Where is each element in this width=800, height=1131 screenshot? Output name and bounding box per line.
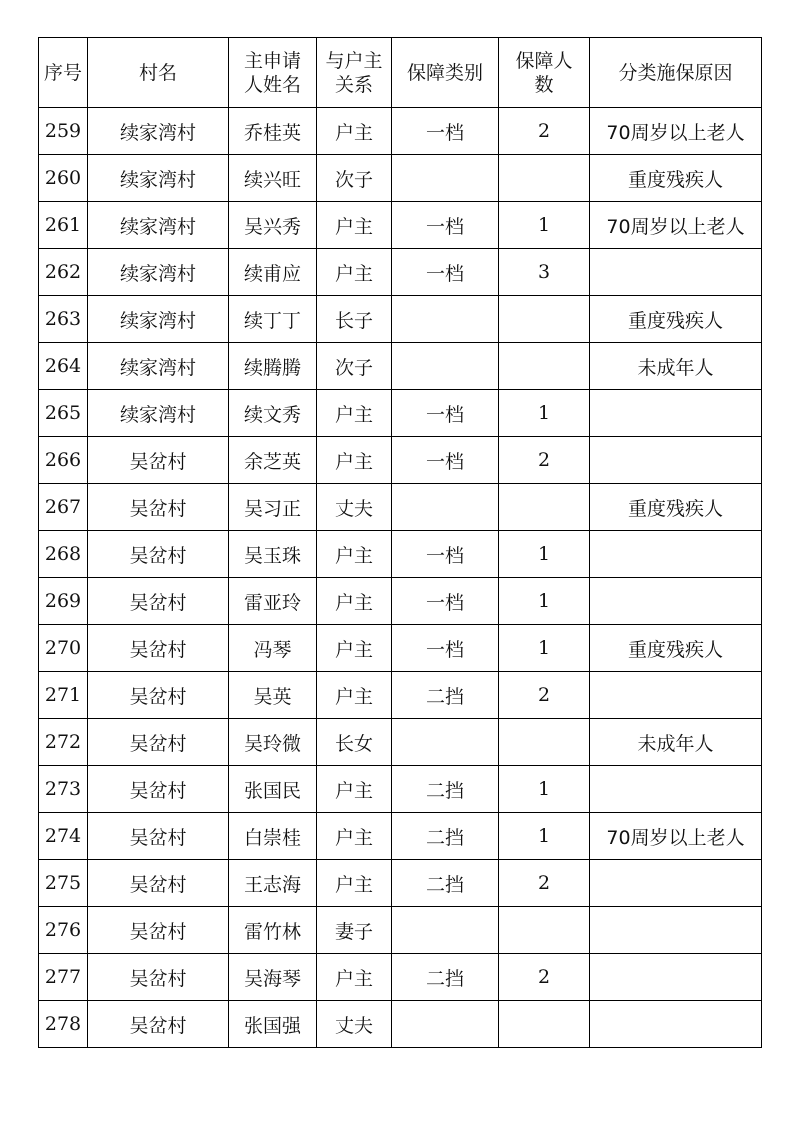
cell-village: 吴岔村 <box>88 484 229 531</box>
cell-applicant-name: 余芝英 <box>229 437 317 484</box>
cell-category <box>392 719 499 766</box>
table-row <box>39 954 762 1001</box>
cell-applicant-name: 续文秀 <box>229 390 317 437</box>
cell-reason <box>590 437 762 484</box>
table-body <box>39 108 762 1048</box>
cell-seq: 264 <box>39 343 88 390</box>
cell-applicant-name: 雷竹林 <box>229 907 317 954</box>
cell-reason: 重度残疾人 <box>590 296 762 343</box>
cell-relation: 长女 <box>317 719 392 766</box>
cell-reason <box>590 907 762 954</box>
cell-seq: 266 <box>39 437 88 484</box>
cell-applicant-name: 王志海 <box>229 860 317 907</box>
cell-applicant-name: 吴玉珠 <box>229 531 317 578</box>
cell-category: 一档 <box>392 108 499 155</box>
cell-category <box>392 484 499 531</box>
cell-seq: 260 <box>39 155 88 202</box>
header-village: 村名 <box>88 38 229 108</box>
cell-seq: 263 <box>39 296 88 343</box>
header-applicant: 主申请人姓名 <box>229 38 317 108</box>
table-row <box>39 390 762 437</box>
cell-applicant-name: 吴玲微 <box>229 719 317 766</box>
cell-relation: 户主 <box>317 202 392 249</box>
cell-count <box>499 484 590 531</box>
cell-village: 吴岔村 <box>88 672 229 719</box>
cell-reason: 70周岁以上老人 <box>590 813 762 860</box>
cell-relation: 次子 <box>317 343 392 390</box>
cell-count: 1 <box>499 813 590 860</box>
cell-village: 吴岔村 <box>88 437 229 484</box>
table-row <box>39 1001 762 1048</box>
cell-count: 1 <box>499 390 590 437</box>
cell-village: 续家湾村 <box>88 390 229 437</box>
cell-village: 吴岔村 <box>88 954 229 1001</box>
cell-relation: 户主 <box>317 672 392 719</box>
cell-seq: 278 <box>39 1001 88 1048</box>
cell-relation: 户主 <box>317 108 392 155</box>
cell-reason <box>590 1001 762 1048</box>
table-row <box>39 249 762 296</box>
cell-category: 二挡 <box>392 672 499 719</box>
cell-count: 2 <box>499 954 590 1001</box>
cell-seq: 272 <box>39 719 88 766</box>
cell-category <box>392 907 499 954</box>
cell-seq: 261 <box>39 202 88 249</box>
table-row <box>39 484 762 531</box>
cell-category: 二挡 <box>392 860 499 907</box>
cell-category: 二挡 <box>392 766 499 813</box>
cell-applicant-name: 吴习正 <box>229 484 317 531</box>
cell-village: 吴岔村 <box>88 1001 229 1048</box>
cell-seq: 271 <box>39 672 88 719</box>
cell-count <box>499 343 590 390</box>
cell-count <box>499 155 590 202</box>
cell-applicant-name: 张国民 <box>229 766 317 813</box>
table-row <box>39 108 762 155</box>
cell-category: 二挡 <box>392 813 499 860</box>
cell-count <box>499 296 590 343</box>
cell-category: 一档 <box>392 437 499 484</box>
table-row <box>39 766 762 813</box>
cell-relation: 户主 <box>317 578 392 625</box>
cell-relation: 户主 <box>317 766 392 813</box>
cell-count <box>499 907 590 954</box>
cell-category <box>392 1001 499 1048</box>
cell-reason: 70周岁以上老人 <box>590 202 762 249</box>
table-row <box>39 202 762 249</box>
cell-count: 3 <box>499 249 590 296</box>
cell-count: 2 <box>499 672 590 719</box>
table-row <box>39 296 762 343</box>
cell-applicant-name: 吴兴秀 <box>229 202 317 249</box>
cell-seq: 259 <box>39 108 88 155</box>
cell-applicant-name: 冯琴 <box>229 625 317 672</box>
cell-relation: 户主 <box>317 625 392 672</box>
cell-count: 2 <box>499 108 590 155</box>
cell-reason <box>590 578 762 625</box>
cell-count: 2 <box>499 437 590 484</box>
cell-count <box>499 1001 590 1048</box>
table-row <box>39 813 762 860</box>
header-reason: 分类施保原因 <box>590 38 762 108</box>
table-row <box>39 155 762 202</box>
cell-category: 一档 <box>392 249 499 296</box>
cell-applicant-name: 张国强 <box>229 1001 317 1048</box>
table-row <box>39 672 762 719</box>
cell-category <box>392 155 499 202</box>
header-seq: 序号 <box>39 38 88 108</box>
cell-relation: 户主 <box>317 249 392 296</box>
cell-count: 1 <box>499 202 590 249</box>
cell-village: 吴岔村 <box>88 578 229 625</box>
cell-applicant-name: 吴海琴 <box>229 954 317 1001</box>
cell-applicant-name: 续丁丁 <box>229 296 317 343</box>
cell-seq: 270 <box>39 625 88 672</box>
cell-village: 续家湾村 <box>88 108 229 155</box>
cell-relation: 丈夫 <box>317 484 392 531</box>
cell-count: 1 <box>499 578 590 625</box>
cell-seq: 277 <box>39 954 88 1001</box>
cell-relation: 妻子 <box>317 907 392 954</box>
cell-applicant-name: 乔桂英 <box>229 108 317 155</box>
cell-count <box>499 719 590 766</box>
cell-village: 续家湾村 <box>88 343 229 390</box>
table-row <box>39 907 762 954</box>
cell-applicant-name: 续腾腾 <box>229 343 317 390</box>
cell-count: 1 <box>499 531 590 578</box>
cell-reason: 重度残疾人 <box>590 625 762 672</box>
cell-category: 一档 <box>392 202 499 249</box>
table-row <box>39 860 762 907</box>
cell-reason <box>590 672 762 719</box>
cell-applicant-name: 续兴旺 <box>229 155 317 202</box>
cell-relation: 户主 <box>317 437 392 484</box>
cell-category: 二挡 <box>392 954 499 1001</box>
cell-seq: 265 <box>39 390 88 437</box>
cell-relation: 户主 <box>317 860 392 907</box>
cell-village: 吴岔村 <box>88 766 229 813</box>
table-row <box>39 578 762 625</box>
cell-seq: 262 <box>39 249 88 296</box>
cell-applicant-name: 吴英 <box>229 672 317 719</box>
header-count: 保障人数 <box>499 38 590 108</box>
cell-category <box>392 296 499 343</box>
cell-category: 一档 <box>392 531 499 578</box>
cell-applicant-name: 雷亚玲 <box>229 578 317 625</box>
cell-relation: 次子 <box>317 155 392 202</box>
table-row <box>39 625 762 672</box>
header-relation: 与户主关系 <box>317 38 392 108</box>
cell-village: 吴岔村 <box>88 625 229 672</box>
assistance-roster-table <box>38 37 762 1048</box>
table-row <box>39 531 762 578</box>
cell-village: 续家湾村 <box>88 249 229 296</box>
table-row <box>39 437 762 484</box>
cell-category <box>392 343 499 390</box>
header-row <box>39 38 762 108</box>
cell-relation: 户主 <box>317 954 392 1001</box>
cell-reason <box>590 531 762 578</box>
cell-seq: 275 <box>39 860 88 907</box>
header-category: 保障类别 <box>392 38 499 108</box>
cell-reason: 未成年人 <box>590 343 762 390</box>
table-row <box>39 719 762 766</box>
cell-reason <box>590 390 762 437</box>
cell-applicant-name: 白崇桂 <box>229 813 317 860</box>
cell-category: 一档 <box>392 390 499 437</box>
cell-seq: 269 <box>39 578 88 625</box>
cell-village: 吴岔村 <box>88 860 229 907</box>
cell-reason <box>590 249 762 296</box>
cell-village: 续家湾村 <box>88 155 229 202</box>
cell-reason <box>590 954 762 1001</box>
cell-village: 续家湾村 <box>88 202 229 249</box>
cell-reason: 重度残疾人 <box>590 484 762 531</box>
cell-village: 吴岔村 <box>88 813 229 860</box>
cell-seq: 268 <box>39 531 88 578</box>
table-row <box>39 343 762 390</box>
cell-relation: 丈夫 <box>317 1001 392 1048</box>
cell-count: 1 <box>499 766 590 813</box>
cell-seq: 267 <box>39 484 88 531</box>
cell-applicant-name: 续甫应 <box>229 249 317 296</box>
cell-seq: 276 <box>39 907 88 954</box>
cell-category: 一档 <box>392 625 499 672</box>
cell-relation: 长子 <box>317 296 392 343</box>
cell-reason: 重度残疾人 <box>590 155 762 202</box>
cell-village: 续家湾村 <box>88 296 229 343</box>
cell-seq: 274 <box>39 813 88 860</box>
cell-reason <box>590 860 762 907</box>
cell-count: 2 <box>499 860 590 907</box>
cell-seq: 273 <box>39 766 88 813</box>
cell-reason <box>590 766 762 813</box>
cell-village: 吴岔村 <box>88 907 229 954</box>
cell-category: 一档 <box>392 578 499 625</box>
cell-reason: 70周岁以上老人 <box>590 108 762 155</box>
cell-relation: 户主 <box>317 531 392 578</box>
cell-relation: 户主 <box>317 813 392 860</box>
cell-count: 1 <box>499 625 590 672</box>
cell-relation: 户主 <box>317 390 392 437</box>
cell-reason: 未成年人 <box>590 719 762 766</box>
cell-village: 吴岔村 <box>88 531 229 578</box>
cell-village: 吴岔村 <box>88 719 229 766</box>
